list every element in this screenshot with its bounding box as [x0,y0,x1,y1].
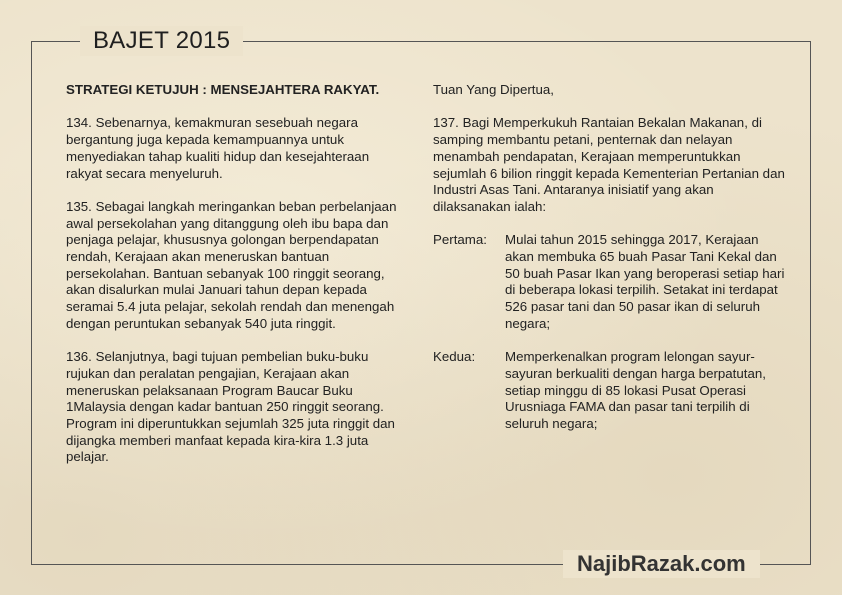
paragraph-134: 134. Sebenarnya, kemakmuran sesebuah negara bergantung juga kepada kemampuannya untuk menyediakan tahap kualiti hidup dan kesejahteraan rakyat secara menyeluruh. [66,115,370,181]
right-column [433,82,788,433]
left-column [66,82,406,466]
list-item-text: Memperkenalkan program lelongan sayur-sayuran berkualiti dengan harga berpatutan, setiap minggu di 85 lokasi Pusat Operasi Urusniaga FAMA dan pasar tani terpilih di seluruh negara; [505,349,766,432]
paragraph-135: 135. Sebagai langkah meringankan beban perbelanjaan awal persekolahan yang ditanggung oleh ibu bapa dan penjaga pelajar, khususnya golongan berpendapatan rendah, Kerajaan akan meneruskan bantuan persekolahan. Bantuan sebanyak 100 ringgit seorang, akan disalurkan mulai Januari tahun depan kepada seramai 5.4 juta pelajar, sekolah rendah dan menengah dengan peruntukan sebanyak 540 juta ringgit. [66,198,397,331]
page-title: BAJET 2015 [80,26,243,56]
list-item-text: Mulai tahun 2015 sehingga 2017, Kerajaan akan membuka 65 buah Pasar Tani Kekal dan 50 buah Pasar Ikan yang beroperasi setiap hari di beberapa lokasi terpilih. Setakat ini terdapat 526 pasar tani dan 50 pasar ikan di seluruh negara; [505,232,785,331]
paragraph-136: 136. Selanjutnya, bagi tujuan pembelian buku-buku rujukan dan peralatan pengajian, Kerajaan akan meneruskan pelaksanaan Program Baucar Buku 1Malaysia dengan kadar bantuan 250 ringgit seorang. Program ini diperuntukkan sejumlah 325 juta ringgit dan dijangka memberi manfaat kepada kira-kira 1.3 juta pelajar. [66,349,395,465]
list-item-label: Kedua: [433,349,476,365]
salutation: Tuan Yang Dipertua, [433,82,554,97]
paragraph-137: 137. Bagi Memperkukuh Rantaian Bekalan Makanan, di samping membantu petani, penternak dan nelayan menambah pendapatan, Kerajaan memperuntukkan sejumlah 6 bilion ringgit kepada Kementerian Pertanian dan Industri Asas Tani. Antaranya inisiatif yang akan dilaksanakan ialah: [433,115,785,214]
list-item [433,232,788,332]
list-item [433,349,788,433]
list-item-label: Pertama: [433,232,487,248]
site-brand: NajibRazak.com [563,550,760,578]
section-heading: STRATEGI KETUJUH : MENSEJAHTERA RAKYAT. [66,82,380,97]
